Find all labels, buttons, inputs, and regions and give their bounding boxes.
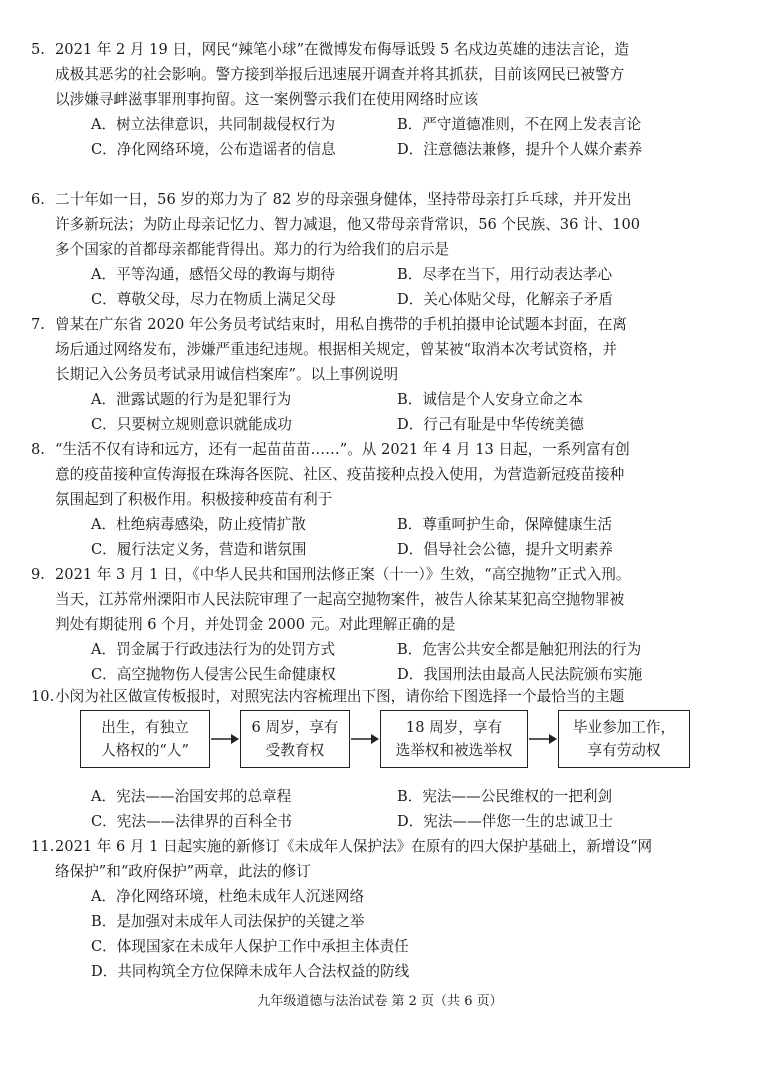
option-c: C．只要树立规则意识就能成功 xyxy=(91,416,292,433)
option-b: B．宪法——公民维权的一把利剑 xyxy=(397,788,613,805)
flow-box-birth: 出生，有独立 人格权的“人” xyxy=(80,710,210,768)
option-b: B．严守道德准则，不在网上发表言论 xyxy=(397,116,642,133)
option-c: C．体现国家在未成年人保护工作中承担主体责任 xyxy=(91,938,409,955)
option-c: C．净化网络环境，公布造谣者的信息 xyxy=(91,141,336,158)
question-stem-line: 意的疫苗接种宣传海报在珠海各医院、社区、疫苗接种点投入使用，为营造新冠疫苗接种 xyxy=(55,466,625,483)
option-b: B．是加强对未成年人司法保护的关键之举 xyxy=(91,913,365,930)
option-d: D．关心体贴父母，化解亲子矛盾 xyxy=(397,291,614,308)
option-row xyxy=(31,784,736,809)
option-row xyxy=(31,537,736,562)
question-stem-line: 当天，江苏常州溧阳市人民法院审理了一起高空抛物案件，被告人徐某某犯高空抛物罪被 xyxy=(55,591,625,608)
question-stem-line: 络保护”和“政府保护”两章，此法的修订 xyxy=(55,863,311,880)
option-row xyxy=(31,387,736,412)
option-b: B．危害公共安全都是触犯刑法的行为 xyxy=(397,641,642,658)
option-a: A．平等沟通，感悟父母的教诲与期待 xyxy=(91,266,336,283)
question-stem-line: 8. “生活不仅有诗和远方，还有一起苗苗苗……”。从 2021 年 4 月 13 日起，一系列富有创 xyxy=(31,437,736,462)
option-a: A．泄露试题的行为是犯罪行为 xyxy=(91,391,292,408)
option-a: A．净化网络环境，杜绝未成年人沉迷网络 xyxy=(91,888,365,905)
option-c: C．尊敬父母，尽力在物质上满足父母 xyxy=(91,291,336,308)
option-row xyxy=(31,112,736,137)
option-c: C．宪法——法律界的百科全书 xyxy=(91,813,292,830)
option-a: A．树立法律意识，共同制裁侵权行为 xyxy=(91,116,336,133)
question-stem-line: 11.2021 年 6 月 1 日起实施的新修订《未成年人保护法》在原有的四大保护基础上，新增设“网 xyxy=(31,834,736,859)
option-a: A．杜绝病毒感染，防止疫情扩散 xyxy=(91,516,306,533)
question-stem-line: 10.小闵为社区做宣传板报时，对照宪法内容梳理出下图，请你给下图选择一个最恰当的主题 xyxy=(31,684,736,709)
arrow-right-icon xyxy=(210,731,240,747)
option-c: C．履行法定义务，营造和谐氛围 xyxy=(91,541,307,558)
question-stem-line: 判处有期徒刑 6 个月，并处罚金 2000 元。对此理解正确的是 xyxy=(55,616,456,633)
question-stem-line: 多个国家的首都母亲都能背得出。郑力的行为给我们的启示是 xyxy=(55,241,450,258)
question-number: 8. xyxy=(31,441,45,458)
option-row xyxy=(31,262,736,287)
option-d: D．倡导社会公德，提升文明素养 xyxy=(397,541,614,558)
option-b: B．诚信是个人安身立命之本 xyxy=(397,391,583,408)
option-a: A．罚金属于行政违法行为的处罚方式 xyxy=(91,641,336,658)
option-b: B．尽孝在当下，用行动表达孝心 xyxy=(397,266,613,283)
option-row xyxy=(31,512,736,537)
option-d: D．行己有耻是中华传统美德 xyxy=(397,416,584,433)
option-row xyxy=(31,412,736,437)
question-number: 7. xyxy=(31,316,45,333)
question-stem-line: 成极其恶劣的社会影响。警方接到举报后迅速展开调查并将其抓获，目前该网民已被警方 xyxy=(55,66,625,83)
question-stem-line: 以涉嫌寻衅滋事罪刑事拘留。这一案例警示我们在使用网络时应该 xyxy=(55,91,479,108)
question-stem-line: 长期记入公务员考试录用诚信档案库”。以上事例说明 xyxy=(55,366,399,383)
option-a: A．宪法——治国安邦的总章程 xyxy=(91,788,292,805)
question-stem-line: 许多新玩法；为防止母亲记忆力、智力减退，他又带母亲背常识，56 个民族、36 计、100 xyxy=(55,216,641,233)
question-number: 9. xyxy=(31,566,45,583)
question-5 xyxy=(31,37,736,162)
question-stem-line: 5. 2021 年 2 月 19 日，网民“辣笔小球”在微博发布侮辱诋毁 5 名戍边英雄的违法言论，造 xyxy=(31,37,736,62)
question-number: 5. xyxy=(31,41,45,58)
question-stem-line: 7. 曾某在广东省 2020 年公务员考试结束时，用私自携带的手机拍摄申论试题本封面，在离 xyxy=(31,312,736,337)
question-11 xyxy=(31,834,736,984)
question-stem-line: 6. 二十年如一日，56 岁的郑力为了 82 岁的母亲强身健体，坚持带母亲打乒乓球，并开发出 xyxy=(31,187,736,212)
flow-box-work: 毕业参加工作， 享有劳动权 xyxy=(558,710,690,768)
question-stem-line: 氛围起到了积极作用。积极接种疫苗有利于 xyxy=(55,491,333,508)
flow-box-age-18: 18 周岁，享有 选举权和被选举权 xyxy=(380,710,528,768)
option-row xyxy=(31,809,736,834)
option-row xyxy=(31,137,736,162)
arrow-right-icon xyxy=(350,731,380,747)
option-d: D．共同构筑全方位保障未成年人合法权益的防线 xyxy=(91,963,410,980)
arrow-right-icon xyxy=(528,731,558,747)
page-footer: 九年级道德与法治试卷 第 2 页（共 6 页） xyxy=(257,994,503,1009)
option-d: D．我国刑法由最高人民法院颁布实施 xyxy=(397,666,643,683)
option-row xyxy=(31,637,736,662)
question-8 xyxy=(31,437,736,562)
question-number: 10. xyxy=(31,688,55,705)
question-7 xyxy=(31,312,736,437)
question-number: 6. xyxy=(31,191,45,208)
option-b: B．尊重呵护生命，保障健康生活 xyxy=(397,516,613,533)
rights-flow-diagram xyxy=(80,710,690,770)
option-row xyxy=(31,287,736,312)
question-stem-line: 9. 2021 年 3 月 1 日，《中华人民共和国刑法修正案（十一）》生效，“高空抛物”正式入刑。 xyxy=(31,562,736,587)
question-10-options xyxy=(31,784,736,834)
question-number: 11. xyxy=(31,838,55,855)
flow-box-age-6: 6 周岁，享有 受教育权 xyxy=(240,710,350,768)
question-6 xyxy=(31,187,736,312)
question-stem-line: 场后通过网络发布，涉嫌严重违纪违规。根据相关规定，曾某被“取消本次考试资格，并 xyxy=(55,341,618,358)
question-10 xyxy=(31,684,736,709)
question-9 xyxy=(31,562,736,687)
option-d: D．宪法——伴您一生的忠诚卫士 xyxy=(397,813,614,830)
option-d: D．注意德法兼修，提升个人媒介素养 xyxy=(397,141,643,158)
option-c: C．高空抛物伤人侵害公民生命健康权 xyxy=(91,666,336,683)
